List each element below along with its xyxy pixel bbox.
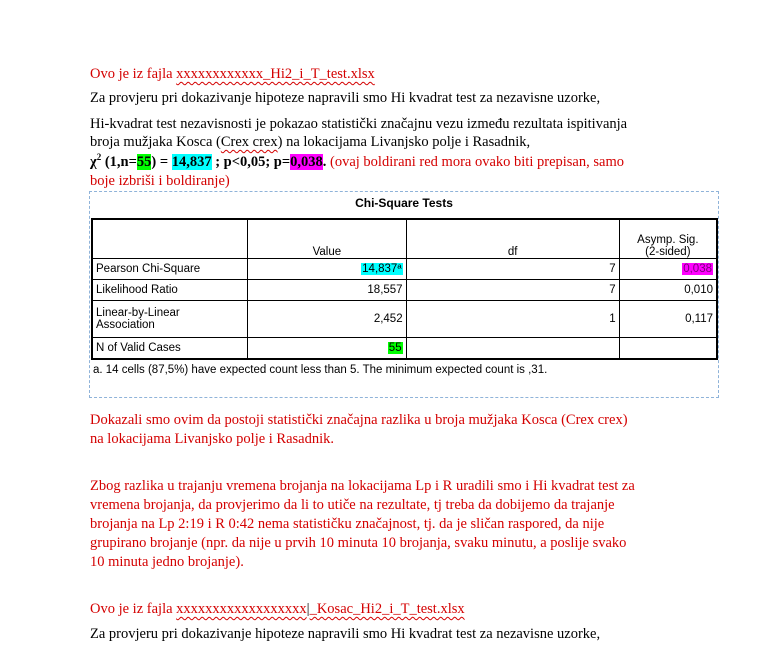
- row-value: 18,557: [248, 280, 407, 301]
- formula-p-value: 0,038: [290, 153, 323, 170]
- chi-square-table-frame[interactable]: [89, 191, 719, 398]
- result-line-2: [90, 134, 530, 151]
- row-df: 7: [406, 259, 619, 280]
- table-row: [92, 280, 717, 301]
- header-sig-line-2: (2-sided): [645, 246, 691, 258]
- para2-line-5: 10 minuta jedno brojanje).: [90, 554, 244, 570]
- header-value: Value: [248, 219, 407, 259]
- formula-chi-value: 14,837: [171, 153, 212, 170]
- para2-line-2: vremena brojanja, da provjerimo da li to utiče na rezultate, tj treba da dobijemo da trajanje: [90, 497, 615, 513]
- formula-dot: .: [322, 153, 327, 170]
- result-line-1: Hi-kvadrat test nezavisnosti je pokazao statistički značajnu vezu između rezultata ispitivanja: [90, 116, 628, 132]
- table-row: [92, 338, 717, 359]
- row-label: Pearson Chi-Square: [92, 259, 248, 280]
- pearson-value: 14,837ª: [362, 263, 402, 275]
- formula-note: (ovaj boldirani red mora ovako biti prepisan, samo: [326, 153, 624, 170]
- table-row: [92, 259, 717, 280]
- formula-p1: ; p<0,05; p=: [211, 153, 291, 170]
- file-prefix: Ovo je iz fajla: [90, 66, 177, 82]
- row-df: 7: [406, 280, 619, 301]
- formula-open: (1,n=: [101, 153, 137, 170]
- row-label-line-2: Association: [96, 319, 155, 331]
- formula-note-line-2: boje izbriši i boldiranje): [90, 173, 230, 189]
- row-label: Likelihood Ratio: [92, 280, 248, 301]
- intro-line-2: Za provjeru pri dokazivanje hipoteze napravili smo Hi kvadrat test za nezavisne uzorke,: [90, 626, 601, 642]
- para2-line-1: Zbog razlika u trajanju vremena brojanja na lokacijama Lp i R uradili smo i Hi kvadrat test za: [90, 478, 635, 494]
- result-line-2b: ) na lokacijama Livanjsko polje i Rasadnik,: [277, 134, 531, 150]
- row-sig: 0,117: [619, 301, 717, 338]
- file-prefix-2: Ovo je iz fajla: [90, 601, 177, 617]
- file-reference-line: [90, 66, 375, 83]
- header-df: df: [406, 219, 619, 259]
- row-label: [92, 301, 248, 338]
- formula-line: [90, 152, 624, 171]
- row-df: [406, 338, 619, 359]
- conclusion-line-1: Dokazali smo ovim da postoji statistički značajna razlika u broja mužjaka Kosca (Crex crex): [90, 412, 628, 428]
- para2-line-4: grupirano brojanje (npr. da nije u prvih 10 minuta 10 brojanja, svaku minutu, a poslije svako: [90, 535, 627, 551]
- row-sig: [619, 259, 717, 280]
- header-sig-line-1: Asymp. Sig.: [637, 234, 699, 246]
- valid-cases-value: 55: [388, 341, 402, 354]
- text-cursor: |: [306, 601, 310, 617]
- result-line-2a: broja mužjaka Kosca (: [90, 134, 221, 150]
- table-header-row: [92, 219, 717, 259]
- file-name: xxxxxxxxxxxx_Hi2_i_T_test.xlsx: [176, 66, 375, 82]
- chi-superscript: 2: [96, 152, 102, 162]
- intro-line: Za provjeru pri dokazivanje hipoteze napravili smo Hi kvadrat test za nezavisne uzorke,: [90, 90, 601, 106]
- chi-symbol: χ: [90, 153, 97, 170]
- header-sig: [619, 219, 717, 259]
- row-value: 2,452: [248, 301, 407, 338]
- file-name-2-suffix: _Kosac_Hi2_i_T_test.xlsx: [309, 601, 465, 617]
- conclusion-line-2: na lokacijama Livanjsko polje i Rasadnik.: [90, 431, 335, 447]
- row-df: 1: [406, 301, 619, 338]
- table-footnote: a. 14 cells (87,5%) have expected count less than 5. The minimum expected count is ,31.: [93, 364, 548, 376]
- file-reference-line-2: [90, 601, 465, 618]
- row-value: [248, 338, 407, 359]
- table-row: [92, 301, 717, 338]
- formula-n: 55: [136, 153, 152, 170]
- pearson-sig: 0,038: [683, 263, 712, 275]
- table-title: Chi-Square Tests: [355, 196, 453, 210]
- species-name: Crex crex: [220, 134, 278, 150]
- file-name-2: xxxxxxxxxxxxxxxxxx: [176, 601, 307, 617]
- row-label: N of Valid Cases: [92, 338, 248, 359]
- chi-square-table: [91, 218, 718, 360]
- para2-line-3: brojanja na Lp 2:19 i R 0:42 nema statističku značajnost, tj. da je sličan raspored, da nije: [90, 516, 605, 532]
- row-sig: 0,010: [619, 280, 717, 301]
- header-blank: [92, 219, 248, 259]
- row-sig: [619, 338, 717, 359]
- row-value: [248, 259, 407, 280]
- formula-mid: ) =: [151, 153, 172, 170]
- row-label-line-1: Linear-by-Linear: [96, 307, 180, 319]
